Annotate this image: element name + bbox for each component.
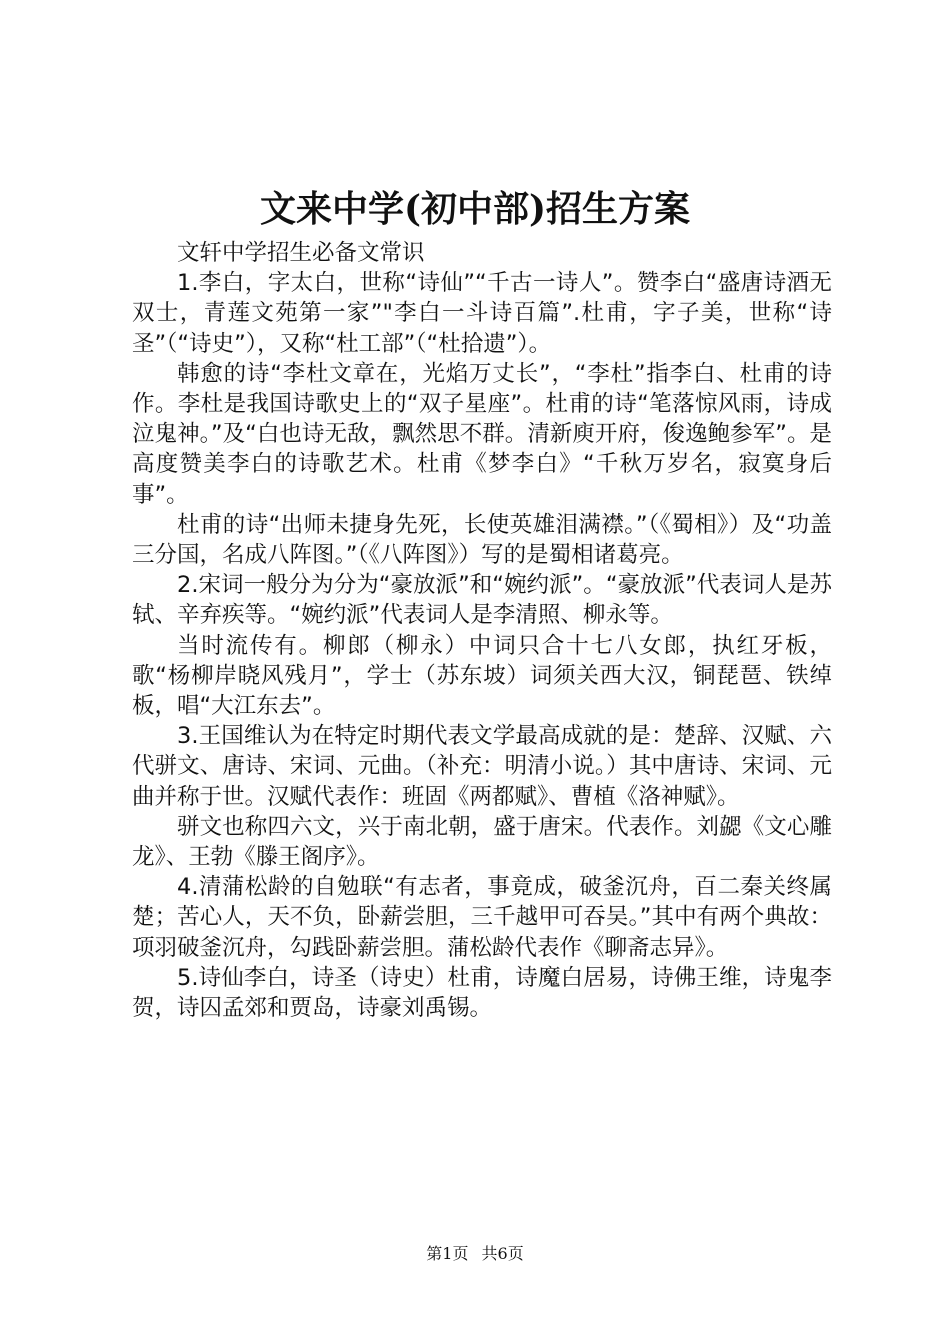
paragraph: 杜甫的诗“出师未捷身先死，长使英雄泪满襟。”（《蜀相》）及“功盖三分国，名成八阵图。”（《八阵图》）写的是蜀相诸葛亮。 — [132, 511, 832, 569]
paragraph: 5.诗仙李白，诗圣（诗史）杜甫，诗魔白居易，诗佛王维，诗鬼李贺，诗囚孟郊和贾岛，诗豪刘禹锡。 — [132, 964, 832, 1022]
page-footer — [0, 1242, 950, 1266]
page-number: 第1页 — [426, 1244, 469, 1263]
paragraph: 4.清蒲松龄的自勉联“有志者，事竟成，破釜沉舟，百二秦关终属楚；苦心人，天不负，卧薪尝胆，三千越甲可吞吴。”其中有两个典故：项羽破釜沉舟，勾践卧薪尝胆。蒲松龄代表作《聊斋志异》。 — [132, 874, 832, 961]
paragraph: 2.宋词一般分为分为“豪放派”和“婉约派”。“豪放派”代表词人是苏轼、辛弃疾等。“婉约派”代表词人是李清照、柳永等。 — [132, 572, 832, 629]
paragraph: 1.李白，字太白，世称“诗仙”“千古一诗人”。赞李白“盛唐诗酒无双士，青莲文苑第一家”"李白一斗诗百篇”.杜甫，字子美，世称“诗圣”（“诗史”），又称“杜工部”（“杜拾遗”）。 — [132, 270, 832, 357]
paragraph: 骈文也称四六文，兴于南北朝，盛于唐宋。代表作。刘勰《文心雕龙》、王勃《滕王阁序》。 — [132, 813, 832, 871]
page-total: 共6页 — [481, 1244, 524, 1263]
paragraph: 3.王国维认为在特定时期代表文学最高成就的是：楚辞、汉赋、六代骈文、唐诗、宋词、元曲。（补充：明清小说。）其中唐诗、宋词、元曲并称于世。汉赋代表作：班固《两都赋》、曹植《洛神赋》。 — [132, 723, 832, 810]
paragraph: 韩愈的诗“李杜文章在，光焰万丈长”，“李杜”指李白、杜甫的诗作。李杜是我国诗歌史上的“双子星座”。杜甫的诗“笔落惊风雨，诗成泣鬼神。”及“白也诗无敌，飘然思不群。清新庾开府，俊逸鲍参军”。是高度赞美李白的诗歌艺术。杜甫《梦李白》“千秋万岁名，寂寞身后事”。 — [132, 360, 832, 508]
paragraph: 当时流传有。柳郎（柳永）中词只合十七八女郎，执红牙板，歌“杨柳岸晓风残月”，学士（苏东坡）词须关西大汉，铜琵琶、铁绰板，唱“大江东去”。 — [132, 632, 832, 720]
paragraph-subtitle: 文轩中学招生必备文常识 — [177, 240, 425, 266]
document-title: 文来中学(初中部)招生方案 — [259, 188, 691, 230]
document-body — [132, 238, 832, 1023]
